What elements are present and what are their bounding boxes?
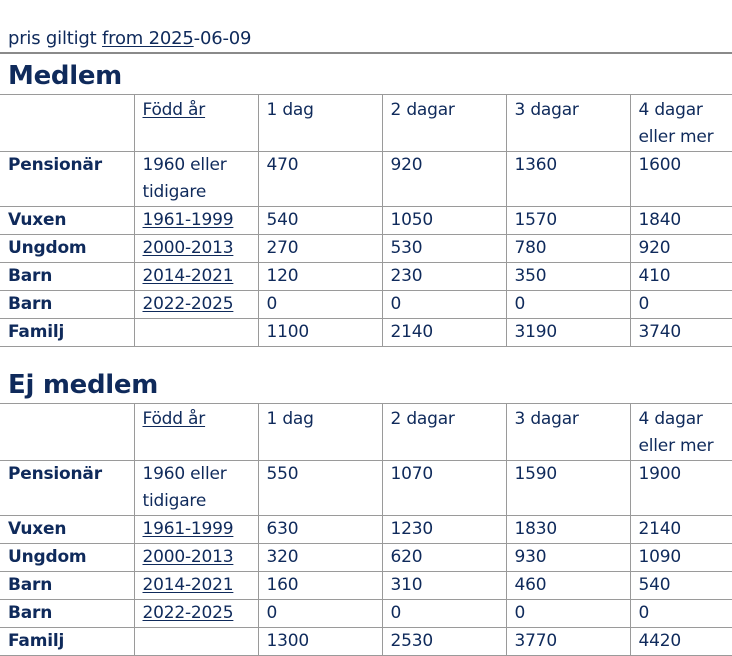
header-divider (0, 52, 732, 54)
price-cell: 320 (258, 544, 382, 572)
price-cell: 0 (382, 600, 506, 628)
price-cell: 540 (258, 207, 382, 235)
table-row (0, 516, 732, 544)
price-cell: 630 (258, 516, 382, 544)
header-cell (0, 404, 134, 461)
price-cell: 530 (382, 235, 506, 263)
category-cell: Barn (0, 600, 134, 628)
birth-year-link[interactable]: 2000-2013 (142, 547, 234, 567)
price-cell: 0 (382, 291, 506, 319)
birth-year-cell: 1960 eller tidigare (134, 461, 258, 516)
price-cell: 3740 (630, 319, 732, 347)
header-cell: 2 dagar (382, 95, 506, 152)
price-cell: 470 (258, 152, 382, 207)
header-cell: 4 dagar eller mer (630, 404, 732, 461)
birth-year-header-link[interactable]: Född år (142, 409, 206, 429)
price-cell: 460 (506, 572, 630, 600)
birth-year-cell (134, 572, 258, 600)
price-cell: 1600 (630, 152, 732, 207)
price-table-nonmember (0, 403, 732, 656)
price-cell: 120 (258, 263, 382, 291)
category-cell: Vuxen (0, 516, 134, 544)
price-cell: 1230 (382, 516, 506, 544)
price-cell: 780 (506, 235, 630, 263)
category-cell: Pensionär (0, 461, 134, 516)
price-cell: 1300 (258, 628, 382, 656)
price-cell: 0 (630, 291, 732, 319)
table-row (0, 152, 732, 207)
header-cell: 4 dagar eller mer (630, 95, 732, 152)
price-cell: 2530 (382, 628, 506, 656)
category-cell: Barn (0, 263, 134, 291)
price-cell: 2140 (382, 319, 506, 347)
table-row (0, 207, 732, 235)
header-cell: 3 dagar (506, 404, 630, 461)
price-cell: 1900 (630, 461, 732, 516)
table-row (0, 572, 732, 600)
birth-year-cell (134, 516, 258, 544)
table-row (0, 291, 732, 319)
birth-year-link[interactable]: 2022-2025 (142, 294, 234, 314)
category-cell: Barn (0, 572, 134, 600)
header-cell: 1 dag (258, 95, 382, 152)
header-cell (134, 95, 258, 152)
section-title-nonmember: Ej medlem (8, 370, 158, 400)
price-cell: 0 (506, 291, 630, 319)
validity-date-link[interactable]: from 2025 (102, 28, 194, 49)
header-cell: 1 dag (258, 404, 382, 461)
header-cell: 3 dagar (506, 95, 630, 152)
price-cell: 2140 (630, 516, 732, 544)
price-cell: 310 (382, 572, 506, 600)
birth-year-link[interactable]: 1961-1999 (142, 210, 234, 230)
table-row (0, 544, 732, 572)
price-cell: 4420 (630, 628, 732, 656)
price-cell: 1590 (506, 461, 630, 516)
birth-year-cell (134, 207, 258, 235)
category-cell: Pensionär (0, 152, 134, 207)
price-cell: 350 (506, 263, 630, 291)
price-cell: 0 (506, 600, 630, 628)
table-row (0, 600, 732, 628)
price-cell: 1830 (506, 516, 630, 544)
category-cell: Familj (0, 319, 134, 347)
birth-year-cell (134, 235, 258, 263)
price-cell: 540 (630, 572, 732, 600)
birth-year-cell (134, 319, 258, 347)
price-cell: 920 (382, 152, 506, 207)
price-cell: 160 (258, 572, 382, 600)
price-cell: 0 (258, 291, 382, 319)
table-row (0, 461, 732, 516)
header-cell (134, 404, 258, 461)
birth-year-header-link[interactable]: Född år (142, 100, 206, 120)
header-cell (0, 95, 134, 152)
section-title-member: Medlem (8, 61, 122, 91)
birth-year-link[interactable]: 2014-2021 (142, 266, 234, 286)
birth-year-link[interactable]: 2022-2025 (142, 603, 234, 623)
birth-year-cell (134, 291, 258, 319)
validity-prefix: pris giltigt (8, 28, 97, 49)
birth-year-cell (134, 544, 258, 572)
validity-line (8, 27, 251, 51)
category-cell: Familj (0, 628, 134, 656)
price-cell: 1070 (382, 461, 506, 516)
price-cell: 0 (258, 600, 382, 628)
category-cell: Barn (0, 291, 134, 319)
category-cell: Ungdom (0, 235, 134, 263)
header-cell: 2 dagar (382, 404, 506, 461)
birth-year-link[interactable]: 2014-2021 (142, 575, 234, 595)
price-cell: 920 (630, 235, 732, 263)
price-cell: 3190 (506, 319, 630, 347)
price-cell: 620 (382, 544, 506, 572)
table-row (0, 319, 732, 347)
price-cell: 410 (630, 263, 732, 291)
table-header-row (0, 95, 732, 152)
birth-year-link[interactable]: 1961-1999 (142, 519, 234, 539)
birth-year-cell (134, 263, 258, 291)
price-cell: 1840 (630, 207, 732, 235)
birth-year-cell: 1960 eller tidigare (134, 152, 258, 207)
birth-year-cell (134, 628, 258, 656)
price-cell: 1570 (506, 207, 630, 235)
table-row (0, 235, 732, 263)
validity-date-suffix: -06-09 (193, 28, 252, 49)
price-cell: 1090 (630, 544, 732, 572)
price-cell: 1100 (258, 319, 382, 347)
price-cell: 1050 (382, 207, 506, 235)
birth-year-cell (134, 600, 258, 628)
price-cell: 3770 (506, 628, 630, 656)
price-cell: 1360 (506, 152, 630, 207)
table-header-row (0, 404, 732, 461)
table-row (0, 628, 732, 656)
category-cell: Vuxen (0, 207, 134, 235)
price-cell: 270 (258, 235, 382, 263)
price-cell: 930 (506, 544, 630, 572)
price-cell: 550 (258, 461, 382, 516)
price-table-member (0, 94, 732, 347)
table-row (0, 263, 732, 291)
category-cell: Ungdom (0, 544, 134, 572)
price-cell: 0 (630, 600, 732, 628)
birth-year-link[interactable]: 2000-2013 (142, 238, 234, 258)
price-cell: 230 (382, 263, 506, 291)
